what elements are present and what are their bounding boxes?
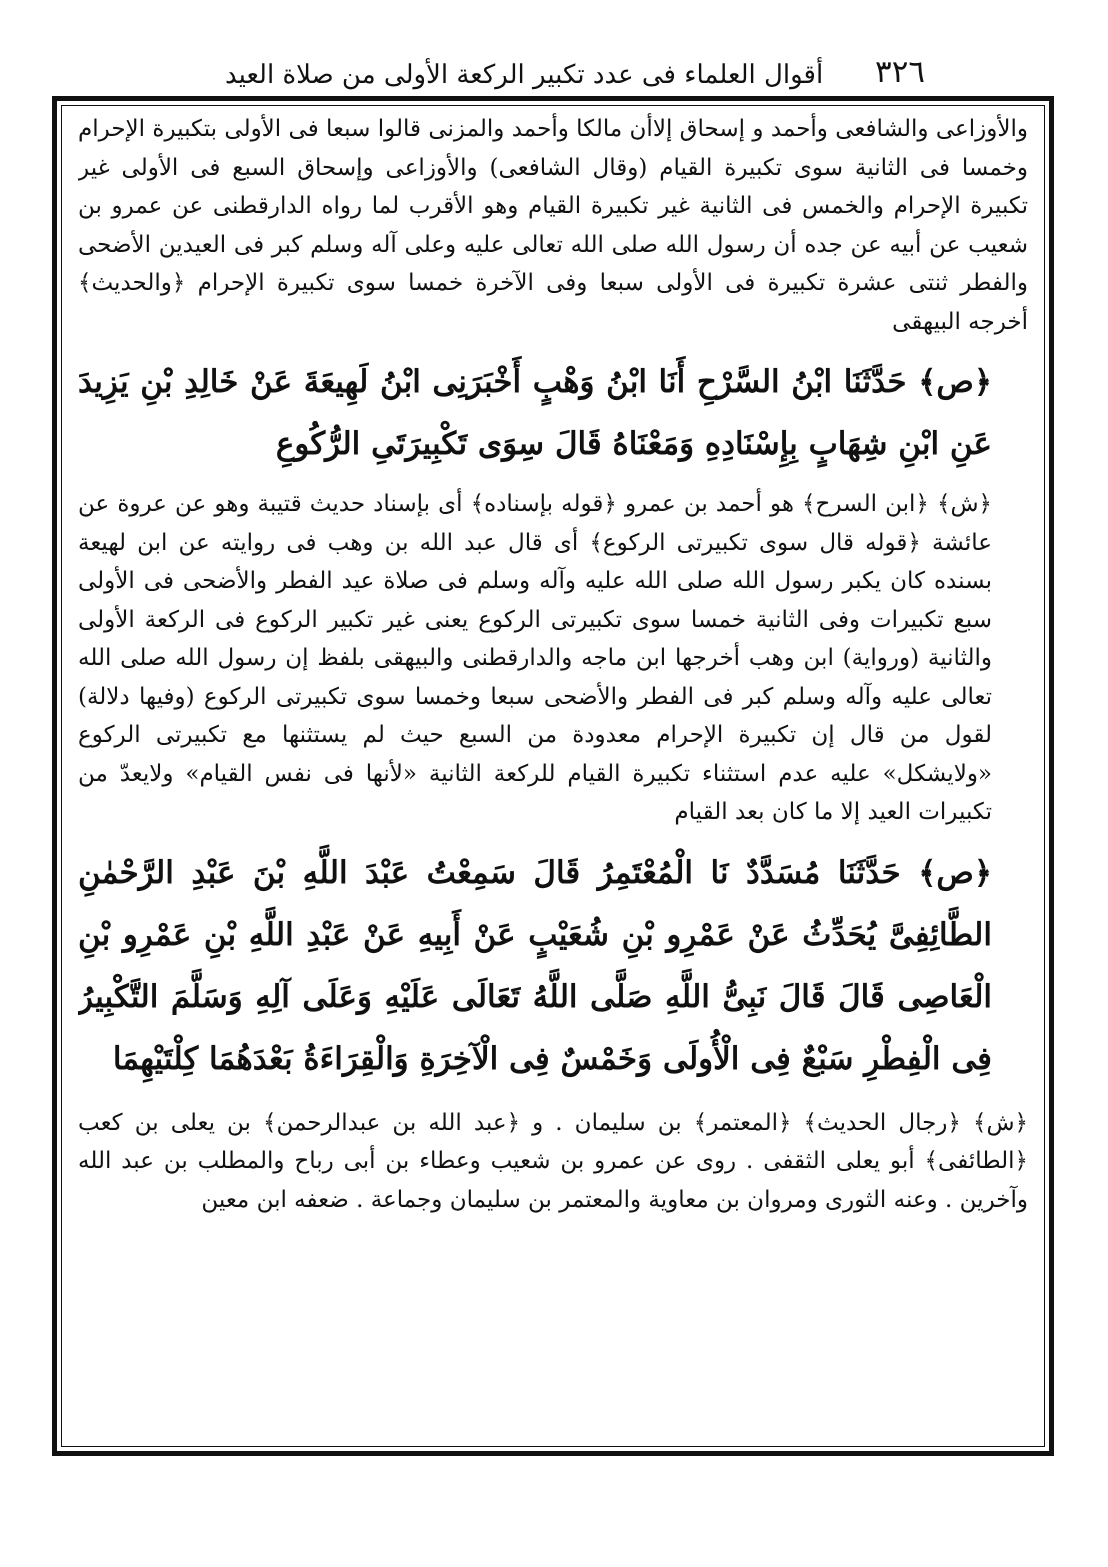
commentary-paragraph-2: ﴿ش﴾ ﴿ابن السرح﴾ هو أحمد بن عمرو ﴿قوله بإسناده﴾ أى بإسناد حديث قتيبة وهو عن عروة عن عائشة ﴿قوله قال سوى تكبيرتى الركوع﴾ أى قال عبد الله بن وهب فى روايته عن ابن لهيعة بسنده كان يكبر رسول الله صلى الله عليه وآله وسلم فى صلاة عيد الفطر والأضحى فى الأولى سبع تكبيرات وفى الثانية خمسا سوى تكبيرتى الركوع يعنى غير تكبير الركوع فى الركعة الأولى والثانية (ورواية) ابن وهب أخرجها ابن ماجه والدارقطنى والبيهقى بلفظ إن رسول الله صلى الله تعالى عليه وآله وسلم كبر فى الفطر والأضحى سبعا وخمسا سوى تكبيرتى الركوع (وفيها دلالة) لقول من قال إن تكبيرة الإحرام معدودة من السبع حيث لم يستثنها مع تكبيرتى الركوع «ولايشكل» عليه عدم استثناء تكبيرة القيام للركعة الثانية «لأنها فى نفس القيام» ولايعدّ من تكبيرات العيد إلا ما كان بعد القيام (78, 491, 992, 825)
commentary-paragraph-3: ﴿ش﴾ ﴿رجال الحديث﴾ ﴿المعتمر﴾ بن سليمان . و ﴿عبد الله بن عبدالرحمن﴾ بن يعلى بن كعب ﴿الطائفى﴾ أبو يعلى الثقفى . روى عن عمرو بن شعيب وعطاء بن أبى رباح والمطلب بن عبد الله وآخرين . وعنه الثورى ومروان بن معاوية والمعتمر بن سليمان وجماعة . ضعفه ابن معين (78, 1109, 1028, 1213)
running-title: أقوال العلماء فى عدد تكبير الركعة الأولى من صلاة العيد (225, 60, 824, 90)
page-body (78, 110, 1028, 1440)
page-number: ٣٢٦ (875, 54, 925, 90)
page-header (225, 40, 925, 90)
commentary-paragraph-1: والأوزاعى والشافعى وأحمد و إسحاق إلاأن مالكا وأحمد والمزنى قالوا سبعا فى الأولى بتكبيرة الإحرام وخمسا فى الثانية سوى تكبيرة القيام (وقال الشافعى) والأوزاعى وإسحاق السبع فى الأولى غير تكبيرة الإحرام والخمس فى الثانية غير تكبيرة القيام وهو الأقرب لما رواه الدارقطنى عن عمرو بن شعيب عن أبيه عن جده أن رسول الله صلى الله تعالى عليه وعلى آله وسلم كبر فى العيدين الأضحى والفطر ثنتى عشرة تكبيرة فى الأولى سبعا وفى الآخرة خمسا سوى تكبيرة الإحرام ﴿والحديث﴾ أخرجه البيهقى (78, 116, 1028, 335)
hadith-text-2: ﴿ص﴾ حَدَّثَنَا مُسَدَّدٌ نَا الْمُعْتَمِرُ قَالَ سَمِعْتُ عَبْدَ اللَّهِ بْنَ عَبْدِ الرَّحْمٰنِ الطَّائِفِىَّ يُحَدِّثُ عَنْ عَمْرِو بْنِ شُعَيْبٍ عَنْ أَبِيهِ عَنْ عَبْدِ اللَّهِ بْنِ عَمْرِو بْنِ الْعَاصِى قَالَ قَالَ نَبِىُّ اللَّهِ صَلَّى اللَّهُ تَعَالَى عَلَيْهِ وَعَلَى آلِهِ وَسَلَّمَ التَّكْبِيرُ فِى الْفِطْرِ سَبْعٌ فِى الْأُولَى وَخَمْسٌ فِى الْآخِرَةِ وَالْقِرَاءَةُ بَعْدَهُمَا كِلْتَيْهِمَا (78, 854, 992, 1077)
hadith-text-1: ﴿ص﴾ حَدَّثَنَا ابْنُ السَّرْحِ أَنَا ابْنُ وَهْبٍ أَخْبَرَنِى ابْنُ لَهِيعَةَ عَنْ خَالِدِ بْنِ يَزِيدَ عَنِ ابْنِ شِهَابٍ بِإِسْنَادِهِ وَمَعْنَاهُ قَالَ سِوَى تَكْبِيرَتَىِ الرُّكُوعِ (78, 364, 992, 462)
